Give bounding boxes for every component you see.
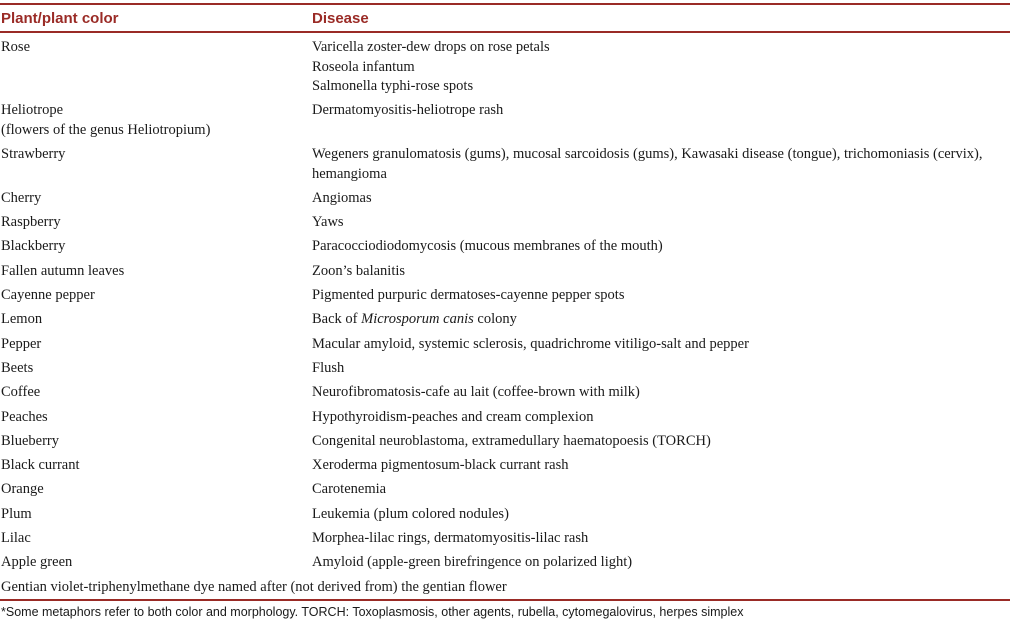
table-row — [0, 505, 1010, 529]
table-body — [0, 33, 1010, 597]
table-row — [0, 262, 1010, 286]
plant-cell: Pepper — [1, 335, 42, 352]
plant-cell: Rose — [1, 39, 30, 55]
plant-cell: (flowers of the genus Heliotropium) — [1, 121, 211, 138]
table-row — [0, 432, 1010, 456]
disease-cell: Zoon’s balanitis — [312, 262, 406, 279]
plant-cell: Cayenne pepper — [1, 287, 95, 304]
plant-cell: Blackberry — [1, 238, 66, 255]
plant-cell: Heliotrope — [1, 102, 64, 119]
plant-cell: Strawberry — [1, 146, 66, 163]
disease-cell: Paracocciodiodomycosis (mucous membranes of the mouth) — [312, 238, 663, 255]
disease-cell: Flush — [312, 359, 345, 376]
table-row — [0, 145, 1010, 189]
disease-cell: Xeroderma pigmentosum-black currant rash — [312, 457, 569, 474]
table-row — [0, 310, 1010, 334]
table-row — [0, 335, 1010, 359]
table-row — [0, 359, 1010, 383]
table-row — [0, 237, 1010, 261]
disease-cell: Morphea-lilac rings, dermatomyositis-lilac rash — [312, 530, 589, 547]
plant-cell: Blueberry — [1, 432, 59, 449]
disease-cell: Macular amyloid, systemic sclerosis, quadrichrome vitiligo-salt and pepper — [312, 335, 749, 352]
plant-cell: Peaches — [1, 408, 48, 425]
header-plant: Plant/plant color — [1, 9, 119, 27]
table-row — [0, 189, 1010, 213]
disease-cell: Wegeners granulomatosis (gums), mucosal sarcoidosis (gums), Kawasaki disease (tongue), trichomoniasis (cervix), hemangioma — [312, 146, 983, 182]
disease-cell: Carotenemia — [312, 481, 387, 498]
plant-cell: Raspberry — [1, 214, 61, 231]
table-row — [0, 38, 1010, 101]
plant-cell: Plum — [1, 505, 32, 522]
gentian-note-row: Gentian violet-triphenylmethane dye named after (not derived from) the gentian flower — [1, 578, 507, 595]
disease-cell: Angiomas — [312, 189, 372, 206]
plant-cell: Orange — [1, 481, 44, 498]
disease-cell: Neurofibromatosis-cafe au lait (coffee-brown with milk) — [312, 384, 640, 401]
disease-cell: Amyloid (apple-green birefringence on polarized light) — [312, 554, 633, 571]
table-row — [0, 553, 1010, 577]
disease-text-post: colony — [473, 311, 517, 328]
disease-text-pre: Back of — [312, 311, 362, 328]
disease-cell: Pigmented purpuric dermatoses-cayenne pepper spots — [312, 287, 625, 304]
table-header — [0, 5, 1010, 33]
disease-cell: Yaws — [312, 214, 344, 231]
plant-cell: Lemon — [1, 311, 43, 328]
table-row — [0, 286, 1010, 310]
disease-cell: Dermatomyositis-heliotrope rash — [312, 102, 504, 119]
table-footnote: *Some metaphors refer to both color and morphology. TORCH: Toxoplasmosis, other agents, rubella, cytomegalovirus, herpes simplex — [1, 605, 744, 619]
disease-cell: Congenital neuroblastoma, extramedullary haematopoesis (TORCH) — [312, 432, 711, 449]
disease-cell: Leukemia (plum colored nodules) — [312, 505, 509, 522]
table-row — [0, 529, 1010, 553]
plant-cell: Beets — [1, 359, 34, 376]
header-disease: Disease — [312, 9, 369, 27]
table-row — [0, 101, 1010, 145]
table-row — [0, 383, 1010, 407]
table-row — [0, 456, 1010, 480]
bottom-rule — [0, 599, 1010, 601]
plant-cell: Coffee — [1, 384, 41, 401]
disease-cell: Salmonella typhi-rose spots — [312, 78, 474, 94]
plant-cell: Cherry — [1, 189, 42, 206]
plant-cell: Black currant — [1, 457, 80, 474]
disease-cell: Hypothyroidism-peaches and cream complexion — [312, 408, 594, 425]
plant-cell: Lilac — [1, 530, 31, 547]
table-row — [0, 408, 1010, 432]
plant-cell: Fallen autumn leaves — [1, 262, 125, 279]
table-row — [0, 213, 1010, 237]
disease-cell: Roseola infantum — [312, 58, 415, 75]
organism-name: Microsporum canis — [361, 311, 474, 328]
plant-cell: Apple green — [1, 554, 73, 571]
disease-cell: Varicella zoster-dew drops on rose petals — [312, 39, 550, 55]
disease-cell — [312, 310, 1010, 330]
table-row — [0, 480, 1010, 504]
